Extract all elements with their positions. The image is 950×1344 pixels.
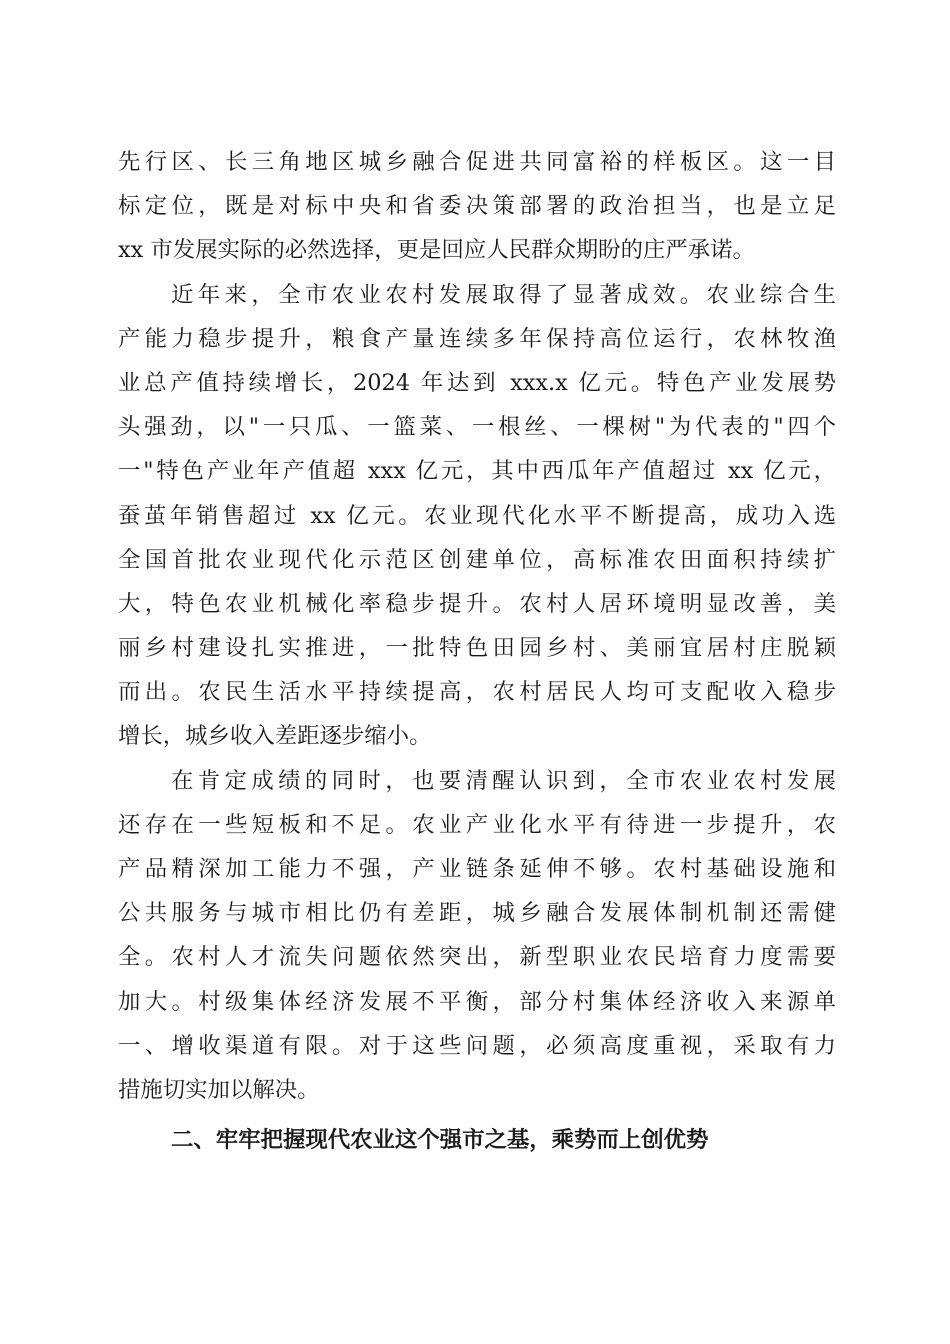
paragraph-line: 全。农村人才流失问题依然突出，新型职业农民培育力度需要 [118,944,836,971]
paragraph-line: 一"特色产业年产值超 xxx 亿元，其中西瓜年产值超过 xx 亿元， [118,458,836,485]
paragraph-line: 标定位，既是对标中央和省委决策部署的政治担当，也是立足 [118,193,836,220]
paragraph-line: 公共服务与城市相比仍有差距，城乡融合发展体制机制还需健 [118,900,836,927]
paragraph-line: 头强劲，以"一只瓜、一篮菜、一根丝、一棵树"为代表的"四个 [118,414,836,441]
paragraph-line: 业总产值持续增长，2024 年达到 xxx.x 亿元。特色产业发展势 [118,369,836,396]
paragraph-line: 而出。农民生活水平持续提高，农村居民人均可支配收入稳步 [118,679,836,706]
paragraph-1 [118,140,836,273]
paragraph-line: 加大。村级集体经济发展不平衡，部分村集体经济收入来源单 [118,988,836,1015]
paragraph-line: 全国首批农业现代化示范区创建单位，高标准农田面积持续扩 [118,546,836,573]
document-body [118,140,836,1162]
paragraph-line: 丽乡村建设扎实推进，一批特色田园乡村、美丽宜居村庄脱颖 [118,635,836,662]
paragraph-line: 先行区、长三角地区城乡融合促进共同富裕的样板区。这一目 [118,149,836,175]
paragraph-line: 一、增收渠道有限。对于这些问题，必须高度重视，采取有力 [118,1032,836,1059]
paragraph-line: 大，特色农业机械化率稳步提升。农村人居环境明显改善，美 [118,590,836,617]
paragraph-line: 近年来，全市农业农村发展取得了显著成效。农业综合生 [171,281,836,308]
paragraph-3 [118,759,836,1113]
paragraph-line: 措施切实加以解决。 [118,1076,320,1103]
paragraph-line: 还存在一些短板和不足。农业产业化水平有待进一步提升，农 [118,811,836,838]
paragraph-line: xx 市发展实际的必然选择，更是回应人民群众期盼的庄严承诺。 [118,237,755,264]
paragraph-2 [118,273,836,759]
section-heading: 二、牢牢把握现代农业这个强市之基，乘势而上创优势 [171,1127,709,1154]
paragraph-line: 产能力稳步提升，粮食产量连续多年保持高位运行，农林牧渔 [118,325,836,352]
paragraph-line: 在肯定成绩的同时，也要清醒认识到，全市农业农村发展 [171,767,836,794]
paragraph-line: 蚕茧年销售超过 xx 亿元。农业现代化水平不断提高，成功入选 [118,502,836,529]
paragraph-line: 产品精深加工能力不强，产业链条延伸不够。农村基础设施和 [118,856,836,882]
paragraph-line: 增长，城乡收入差距逐步缩小。 [118,723,432,750]
